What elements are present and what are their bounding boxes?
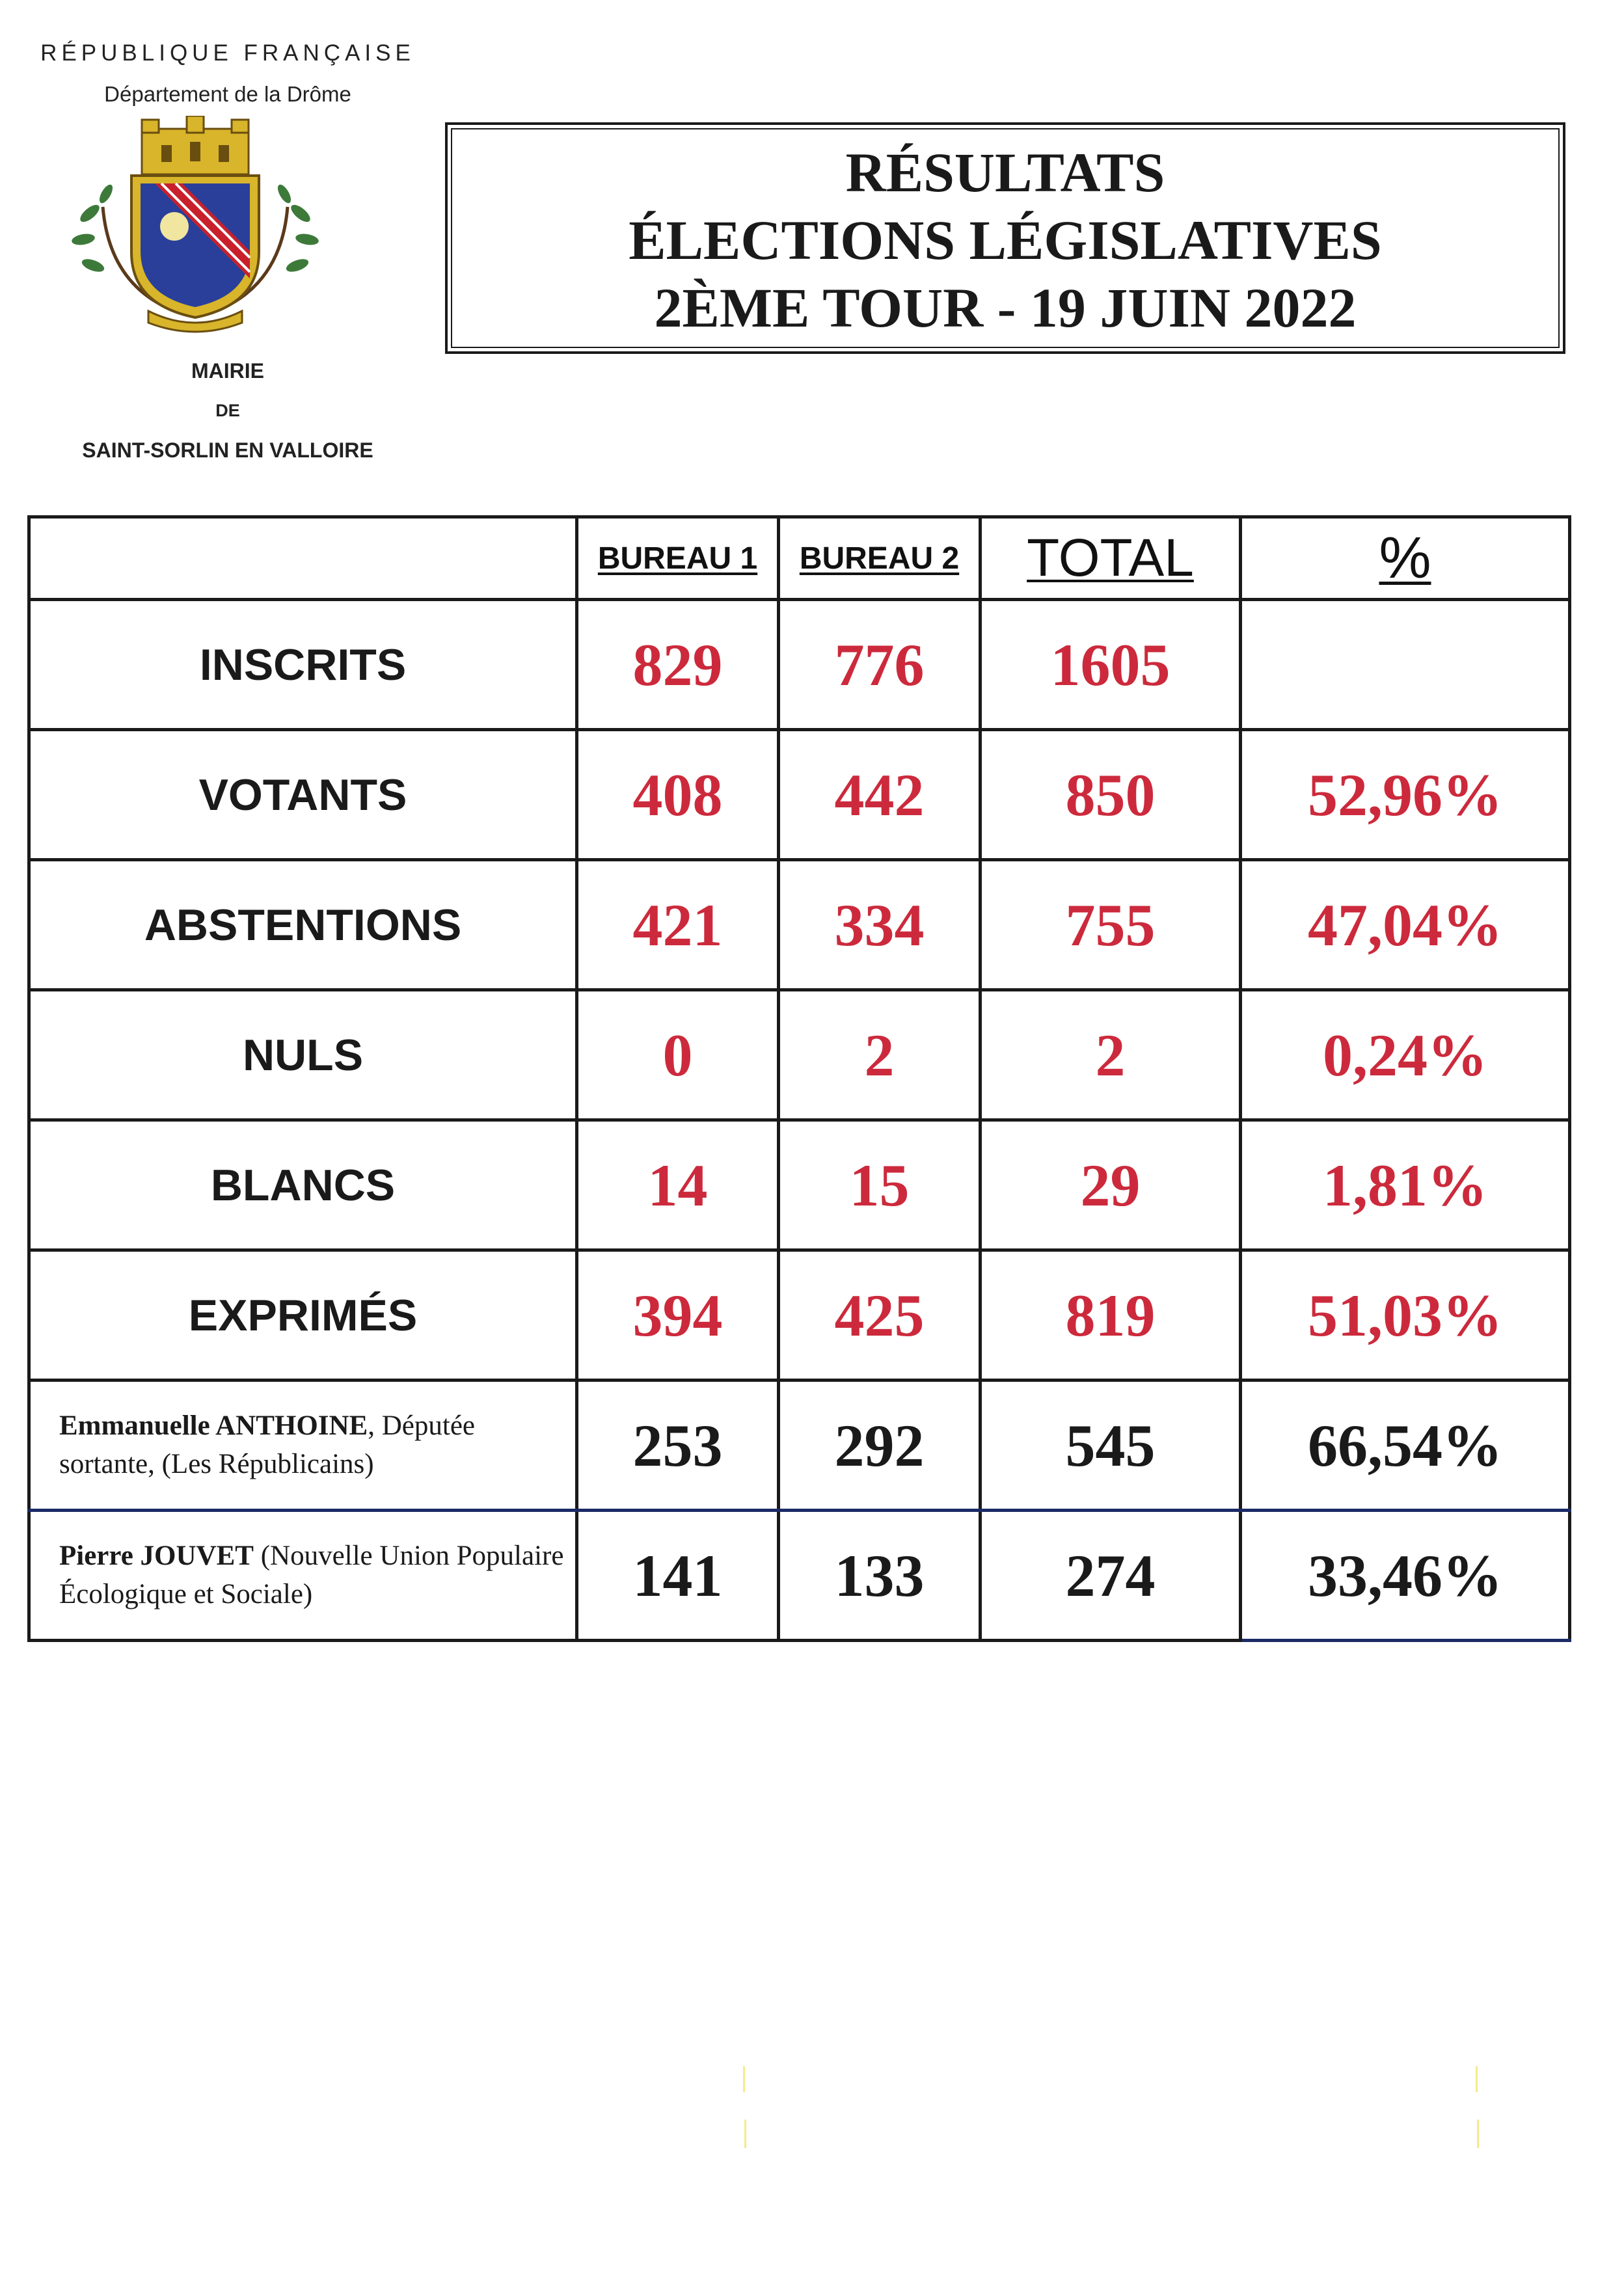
- bureau-2-value: 292: [779, 1381, 981, 1511]
- table-row-candidate-anthoine: [29, 1381, 1570, 1511]
- commune-name: SAINT-SORLIN EN VALLOIRE: [82, 438, 373, 462]
- percent-value: 1,81%: [1241, 1120, 1570, 1250]
- header-total: [981, 517, 1241, 600]
- table-row-exprimes: [29, 1250, 1570, 1381]
- candidate-name: Pierre JOUVET: [59, 1541, 254, 1572]
- row-label: NULS: [29, 990, 577, 1120]
- percent-value: 52,96%: [1241, 730, 1570, 860]
- percent-value: 51,03%: [1241, 1250, 1570, 1381]
- table-row-inscrits: [29, 600, 1570, 730]
- total-value: 274: [981, 1511, 1241, 1641]
- bureau-2-value: 776: [779, 600, 981, 730]
- bureau-2-value: 442: [779, 730, 981, 860]
- scan-mark: [1476, 2066, 1478, 2092]
- bureau-2-value: 425: [779, 1250, 981, 1381]
- table-row-candidate-jouvet: [29, 1511, 1570, 1641]
- scan-mark: [743, 2066, 745, 2092]
- bureau-2-value: 334: [779, 860, 981, 990]
- mairie-de-label: DE: [215, 401, 240, 420]
- bureau-1-value: 408: [577, 730, 779, 860]
- row-label: EXPRIMÉS: [29, 1250, 577, 1381]
- bureau-1-value: 141: [577, 1511, 779, 1641]
- percent-value: 66,54%: [1241, 1381, 1570, 1511]
- table-row-abstentions: [29, 860, 1570, 990]
- coat-of-arms-icon: [64, 116, 327, 334]
- total-value: 850: [981, 730, 1241, 860]
- total-value: 545: [981, 1381, 1241, 1511]
- departement-label: Département de la Drôme: [104, 82, 351, 106]
- candidate-description: (Nouvelle Union Populaire Écologique et Sociale): [59, 1541, 564, 1610]
- header-total-label: TOTAL: [1027, 528, 1194, 587]
- total-value: 29: [981, 1120, 1241, 1250]
- mairie-label: MAIRIE: [191, 359, 264, 383]
- bureau-1-value: 421: [577, 860, 779, 990]
- bureau-1-value: 829: [577, 600, 779, 730]
- row-label: ABSTENTIONS: [29, 860, 577, 990]
- title-box: [445, 122, 1565, 354]
- header-percent: [1241, 517, 1570, 600]
- header-bureau-2-label: BUREAU 2: [799, 541, 960, 576]
- bureau-2-value: 2: [779, 990, 981, 1120]
- header-empty-cell: [29, 517, 577, 600]
- republique-francaise-label: RÉPUBLIQUE FRANÇAISE: [40, 40, 415, 66]
- table-header-row: [29, 517, 1570, 600]
- bureau-1-value: 253: [577, 1381, 779, 1511]
- table-row-nuls: [29, 990, 1570, 1120]
- header-bureau-1-label: BUREAU 1: [597, 541, 758, 576]
- candidate-name: Emmanuelle ANTHOINE: [59, 1410, 368, 1442]
- header-bureau-2: [779, 517, 981, 600]
- percent-value: [1241, 600, 1570, 730]
- title-line-2: ÉLECTIONS LÉGISLATIVES: [629, 209, 1382, 271]
- percent-value: 0,24%: [1241, 990, 1570, 1120]
- candidate-label: [29, 1511, 577, 1641]
- header-bureau-1: [577, 517, 779, 600]
- bureau-1-value: 0: [577, 990, 779, 1120]
- scan-mark: [1477, 2120, 1479, 2148]
- table-row-blancs: [29, 1120, 1570, 1250]
- percent-value: 47,04%: [1241, 860, 1570, 990]
- bureau-2-value: 15: [779, 1120, 981, 1250]
- total-value: 819: [981, 1250, 1241, 1381]
- title-line-3: 2ÈME TOUR - 19 JUIN 2022: [654, 276, 1357, 339]
- candidate-description: , Députée sortante, (Les Républicains): [59, 1410, 476, 1479]
- percent-value: 33,46%: [1241, 1511, 1570, 1641]
- total-value: 2: [981, 990, 1241, 1120]
- bureau-1-value: 394: [577, 1250, 779, 1381]
- row-label: VOTANTS: [29, 730, 577, 860]
- row-label: BLANCS: [29, 1120, 577, 1250]
- bureau-1-value: 14: [577, 1120, 779, 1250]
- candidate-label: [29, 1381, 577, 1511]
- title-line-1: RÉSULTATS: [845, 141, 1165, 204]
- row-label: INSCRITS: [29, 600, 577, 730]
- results-table: [27, 515, 1571, 1642]
- table-row-votants: [29, 730, 1570, 860]
- total-value: 755: [981, 860, 1241, 990]
- bureau-2-value: 133: [779, 1511, 981, 1641]
- total-value: 1605: [981, 600, 1241, 730]
- header-percent-label: %: [1379, 525, 1431, 591]
- scan-mark: [744, 2120, 746, 2148]
